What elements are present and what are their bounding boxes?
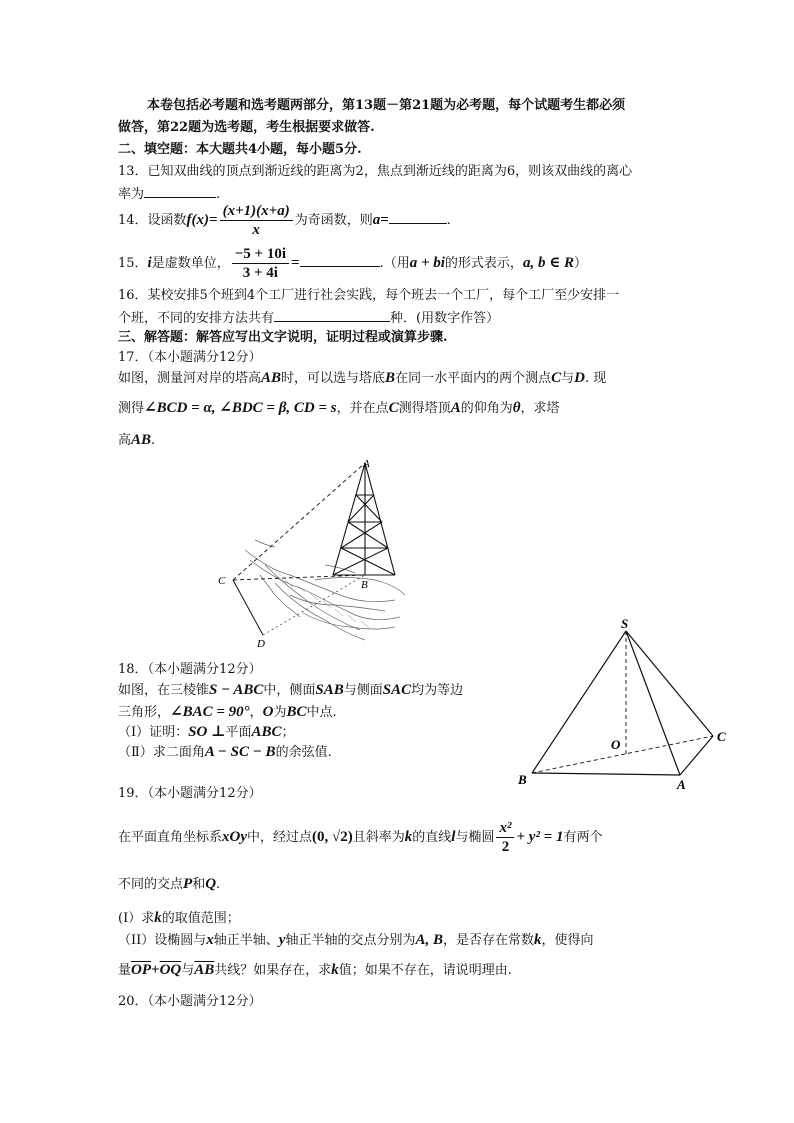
q17-text: 如图，测量河对岸的塔高 [118, 371, 262, 386]
q19-k: k [404, 829, 413, 845]
edge-SA [626, 631, 680, 775]
q17-line-2 [118, 400, 560, 417]
q19-text: (I）求 [118, 911, 155, 926]
q14-numerator: (x+1)(x+a) [220, 202, 293, 221]
q17-figure [215, 455, 415, 655]
q18-text: 与侧面 [343, 683, 383, 698]
q19-text: 量 [118, 963, 132, 978]
q19-Q: Q [205, 876, 217, 892]
q19-text: 值；如果不存在，请说明理由. [338, 963, 512, 978]
q18-text: 平面 [225, 725, 252, 740]
q19-text: 与椭圆 [455, 830, 495, 845]
q18-text: 的余弦值. [275, 745, 332, 760]
q19-text: ，是否存在常数 [443, 933, 535, 948]
q18-header: 18．（本小题满分12分） [118, 662, 262, 677]
q17-AB: AB [261, 370, 282, 386]
q15-text1: 是虚数单位， [151, 256, 230, 271]
q18-angle: ∠BAC = 90° [170, 704, 250, 720]
q19-text: 共线？如果存在，求 [214, 963, 332, 978]
q15-text2: .（用 [379, 256, 410, 271]
q18-line-1 [118, 682, 463, 699]
q18-pyramid: S − ABC [209, 682, 264, 698]
q19-text: 和 [192, 877, 206, 892]
q19-k: k [534, 932, 542, 948]
q19-text: . [216, 877, 221, 892]
q14-prefix: 14．设函数 [118, 213, 187, 228]
fig17-label-A: A [363, 458, 370, 470]
q19-text: （II）设椭圆与 [118, 933, 207, 948]
q13-line-1: 13．已知双曲线的顶点到渐近线的距离为2，焦点到渐近线的距离为6，则该双曲线的离心 [118, 164, 633, 179]
fig18-label-A: A [677, 777, 686, 792]
q17-line-3 [118, 432, 155, 449]
q16-line-2 [118, 308, 499, 327]
q19-text: 有两个 [563, 830, 603, 845]
q18-text: （Ⅱ）求二面角 [118, 745, 205, 760]
q19-ellipse-rest: + y² = 1 [516, 829, 564, 845]
intro-line-2: 做答，第22题为选考题，考生根据要求做答. [118, 120, 375, 135]
q16-line-1: 16．某校安排5个班到4个工厂进行社会实践，每个班去一个工厂，每个工厂至少安排一 [118, 288, 620, 303]
q17-text: 测得 [118, 401, 145, 416]
q17-text: 与 [561, 371, 575, 386]
q19-part-1 [118, 910, 240, 927]
q13-answer-blank[interactable] [144, 184, 216, 198]
q18-text: 中点. [306, 705, 337, 720]
q18-O: O [262, 704, 274, 720]
edge-SC [626, 631, 713, 736]
q18-text: 三角形， [118, 705, 171, 720]
q14-mid: 为奇函数，则 [294, 213, 373, 228]
q18-text: 中，侧面 [263, 683, 316, 698]
q19-text: 中，经过点 [247, 830, 313, 845]
section3-heading: 三、解答题：解答应写出文字说明，证明过程或演算步骤. [118, 330, 448, 345]
q19-line-2 [118, 876, 220, 893]
q17-text: ，求塔 [520, 401, 560, 416]
q17-text: 在同一水平面内的两个测点 [395, 371, 552, 386]
q20-header: 20．（本小题满分12分） [118, 994, 262, 1009]
q16-prefix: 个班，不同的安排方法共有 [118, 311, 275, 326]
q17-text: 时，可以选与塔底 [281, 371, 386, 386]
q15-i: i [147, 255, 152, 271]
q19-text: 不同的交点 [118, 877, 184, 892]
q14-suffix: . [446, 213, 451, 228]
fig18-label-S: S [621, 616, 629, 631]
q19-vector-AB: $\overline{AB}$ [194, 962, 215, 978]
q14-eq: = [209, 212, 218, 228]
q19-plus: + [151, 962, 160, 978]
q18-part-2 [118, 744, 332, 761]
q14-denominator: x [252, 222, 260, 238]
q16-answer-blank[interactable] [274, 308, 390, 322]
q19-l: l [451, 829, 456, 845]
q18-BC: BC [286, 704, 307, 720]
q19-k: k [154, 910, 162, 926]
q17-expr: ∠BCD = α, ∠BDC = β, CD = s [144, 400, 337, 416]
q17-AB: AB [131, 432, 152, 448]
q15-eq: = [291, 255, 300, 271]
q19-part-3 [118, 962, 512, 979]
q19-text: 的取值范围； [161, 911, 240, 926]
q18-figure [510, 615, 740, 795]
q19-text: 与 [181, 963, 195, 978]
q15-fraction [232, 245, 289, 282]
q19-text: ，使得向 [541, 933, 594, 948]
q18-text: ， [249, 705, 263, 720]
q19-point: (0, √2) [312, 829, 353, 845]
q19-text: 且斜率为 [352, 830, 405, 845]
q18-text: ； [281, 725, 295, 740]
q17-header: 17．（本小题满分12分） [118, 350, 262, 365]
q17-C: C [388, 400, 399, 416]
q19-ellipse-num: x² [496, 819, 514, 838]
q14-fraction [220, 202, 293, 239]
q15-numerator: −5 + 10i [232, 245, 289, 264]
q15-text3: 的形式表示， [444, 256, 523, 271]
q15-prefix: 15． [118, 256, 148, 271]
q19-text: 轴正半轴、 [213, 933, 279, 948]
tower [333, 463, 395, 575]
q16-suffix: 种．(用数字作答） [390, 311, 500, 326]
q19-xOy: xOy [222, 829, 248, 845]
fig18-label-C: C [717, 729, 726, 744]
q19-vector-OP: $\overline{OP}$ [131, 962, 152, 978]
q13-prefix: 率为 [118, 187, 145, 202]
q17-text: . [151, 433, 156, 448]
q17-text: . 现 [584, 371, 607, 386]
q15-denominator: 3 + 4i [242, 265, 278, 281]
q19-x: x [206, 932, 214, 948]
q18-text: 如图，在三棱锥 [118, 683, 210, 698]
q17-D: D [574, 370, 585, 386]
q15-text4: ） [574, 256, 588, 271]
q19-header: 19．（本小题满分12分） [118, 786, 262, 801]
q18-ABC: ABC [251, 724, 282, 740]
q19-text: 的直线 [412, 830, 452, 845]
q19-ellipse-den: 2 [501, 839, 510, 855]
q18-text: 为 [273, 705, 287, 720]
q19-P: P [183, 876, 193, 892]
q19-line-1 [118, 818, 603, 857]
q17-text: ，并在点 [336, 401, 389, 416]
edge-BA [532, 773, 680, 775]
q19-part-2 [118, 932, 594, 949]
q19-text: 轴正半轴的交点分别为 [285, 933, 416, 948]
q13-line-2 [118, 184, 220, 203]
q17-C: C [551, 370, 562, 386]
q13-suffix: . [216, 187, 221, 202]
intro-line-1: 本卷包括必考题和选考题两部分，第13题－第21题为必考题，每个试题考生都必须 [147, 98, 626, 113]
q19-vector-OQ: $\overline{OQ}$ [159, 962, 182, 978]
q14-eq2: = [380, 212, 389, 228]
line-CD [233, 580, 263, 635]
q15-answer-blank[interactable] [300, 253, 380, 267]
q14-var: a [372, 212, 381, 228]
fig18-label-O: O [611, 737, 621, 752]
q18-part-1 [118, 724, 295, 741]
riverbank-sketch [245, 540, 405, 640]
q17-A: A [450, 400, 461, 416]
line-DB [263, 575, 365, 635]
q18-text: 均为等边 [411, 683, 464, 698]
q14-line [118, 202, 451, 239]
fig17-label-B: B [361, 579, 368, 591]
q18-line-2 [118, 704, 337, 721]
q17-line-1 [118, 370, 606, 387]
fig18-label-B: B [518, 772, 527, 787]
q14-answer-blank[interactable] [389, 210, 447, 224]
q19-k: k [331, 962, 339, 978]
q18-text: （Ⅰ）证明： [118, 725, 189, 740]
fig17-label-D: D [257, 638, 265, 650]
q18-SAC: SAC [382, 682, 412, 698]
q15-line [118, 244, 587, 283]
q17-B: B [385, 370, 396, 386]
section2-heading: 二、填空题：本大题共4小题，每小题5分. [118, 142, 362, 157]
q17-text: 高 [118, 433, 132, 448]
q18-expr: SO ⊥ [188, 724, 226, 740]
q19-y: y [278, 932, 286, 948]
q19-AB: A, B [415, 932, 443, 948]
fig17-label-C: C [218, 575, 226, 587]
q17-theta: θ [512, 400, 521, 416]
q17-text: 的仰角为 [460, 401, 513, 416]
q18-expr: A − SC − B [204, 744, 276, 760]
q19-ellipse-fraction [496, 819, 514, 856]
q19-text: 在平面直角坐标系 [118, 830, 223, 845]
q18-SAB: SAB [315, 682, 344, 698]
q15-cond: a, b ∈ R [522, 255, 575, 271]
q15-form: a + bi [409, 255, 445, 271]
q14-func: f(x) [186, 212, 210, 228]
q17-text: 测得塔顶 [398, 401, 451, 416]
